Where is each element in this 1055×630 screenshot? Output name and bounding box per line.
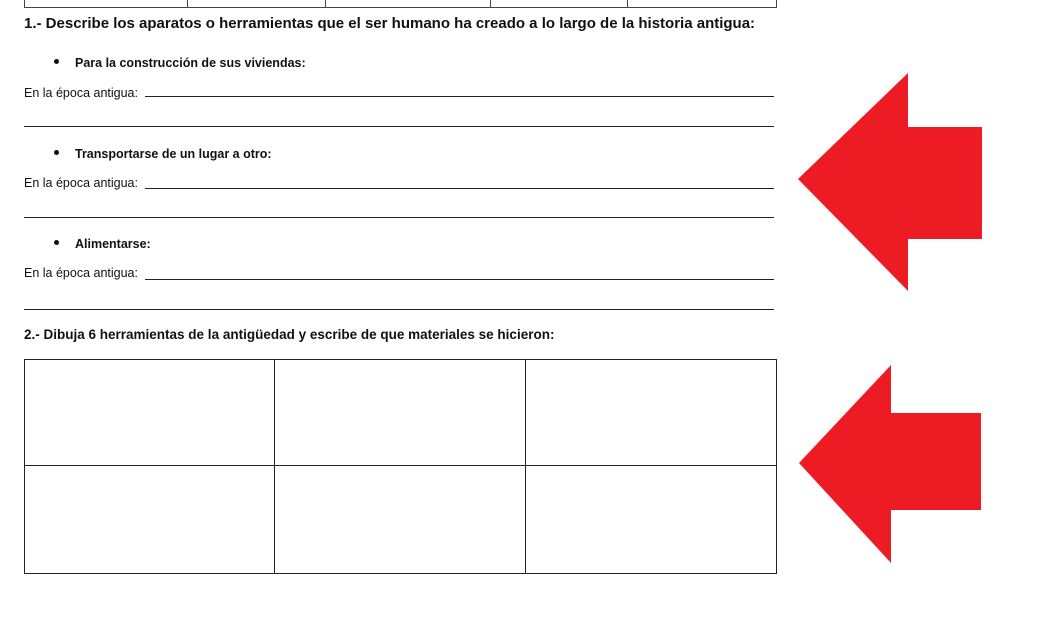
answer-line[interactable] [145, 279, 774, 280]
question-2-heading: 2.- Dibuja 6 herramientas de la antigüedad y escribe de que materiales se hicieron: [24, 327, 555, 342]
section-heading-label: Para la construcción de sus viviendas: [75, 56, 306, 70]
table-divider [627, 0, 628, 7]
table-divider [24, 0, 25, 7]
section-heading-transport [54, 147, 272, 161]
bullet-icon [54, 59, 59, 64]
arrow-left-icon [799, 365, 985, 565]
section-heading-label: Transportarse de un lugar a otro: [75, 147, 272, 161]
drawing-cell[interactable] [526, 466, 776, 573]
arrow-shape [799, 365, 981, 563]
bullet-icon [54, 240, 59, 245]
answer-line[interactable] [145, 188, 774, 189]
era-label: En la época antigua: [24, 176, 138, 190]
drawing-cell[interactable] [25, 466, 275, 573]
drawing-cell[interactable] [526, 360, 776, 466]
answer-line[interactable] [145, 96, 774, 97]
table-divider [187, 0, 188, 7]
answer-line[interactable] [24, 217, 774, 218]
table-divider [325, 0, 326, 7]
drawing-cell[interactable] [25, 360, 275, 466]
era-label: En la época antigua: [24, 86, 138, 100]
drawing-grid [24, 359, 777, 574]
section-heading-housing [54, 56, 306, 70]
question-1-heading: 1.- Describe los aparatos o herramientas que el ser humano ha creado a lo largo de la historia antigua: [24, 15, 756, 32]
answer-line[interactable] [24, 309, 774, 310]
table-divider [490, 0, 491, 7]
arrow-left-icon [798, 73, 984, 293]
answer-line[interactable] [24, 126, 774, 127]
arrow-shape [798, 73, 982, 291]
era-label: En la época antigua: [24, 266, 138, 280]
drawing-cell[interactable] [275, 466, 526, 573]
section-heading-label: Alimentarse: [75, 237, 151, 251]
drawing-cell[interactable] [275, 360, 526, 466]
table-divider [776, 0, 777, 7]
bullet-icon [54, 150, 59, 155]
top-table-edge [24, 0, 777, 8]
section-heading-food [54, 237, 151, 251]
